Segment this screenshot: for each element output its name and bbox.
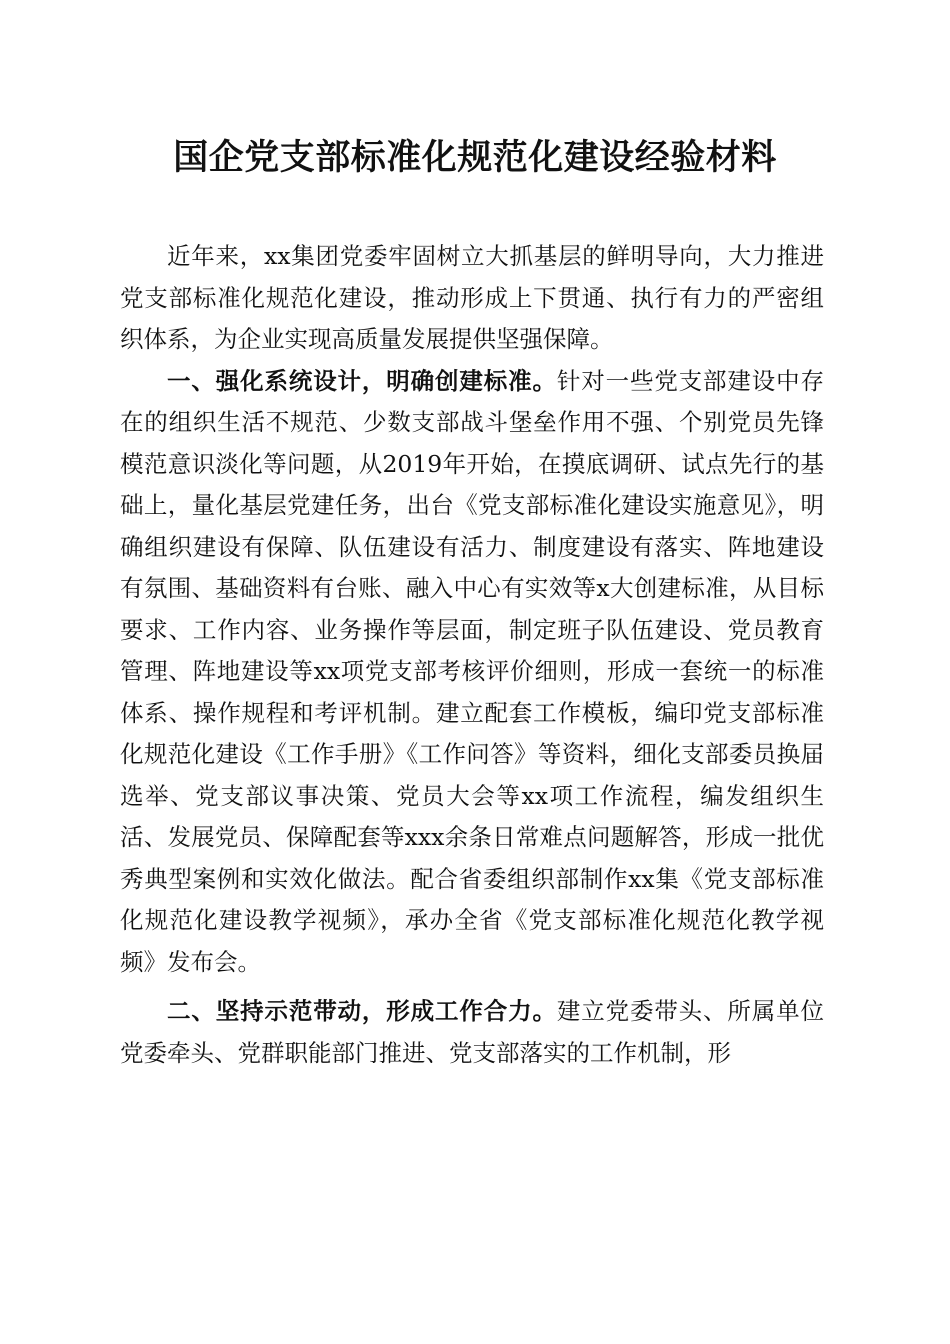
document-body — [120, 236, 824, 1074]
section-2-body: 建立党委带头、所属单位党委牵头、党群职能部门推进、党支部落实的工作机制，形 — [120, 997, 825, 1067]
section-2-paragraph — [120, 991, 824, 1074]
section-2-heading: 二、坚持示范带动，形成工作合力。 — [167, 997, 557, 1025]
document-title: 国企党支部标准化规范化建设经验材料 — [173, 137, 777, 178]
section-1-heading: 一、强化系统设计，明确创建标准。 — [167, 366, 557, 395]
intro-paragraph: 近年来，xx集团党委牢固树立大抓基层的鲜明导向，大力推进党支部标准化规范化建设，推动形成上下贯通、执行有力的严密组织体系，为企业实现高质量发展提供坚强保障。 — [120, 242, 824, 353]
section-1-paragraph — [120, 361, 824, 984]
section-1-body: 针对一些党支部建设中存在的组织生活不规范、少数支部战斗堡垒作用不强、个别党员先锋模范意识淡化等问题，从2019年开始，在摸底调研、试点先行的基础上，量化基层党建任务，出台《党支部标准化建设实施意见》，明确组织建设有保障、队伍建设有活力、制度建设有落实、阵地建设有氛围、基础资料有台账、融入中心有实效等x大创建标准，从目标要求、工作内容、业务操作等层面，制定班子队伍建设、党员教育管理、阵地建设等xx项党支部考核评价细则，形成一套统一的标准体系、操作规程和考评机制。建立配套工作模板，编印党支部标准化规范化建设《工作手册》《工作问答》等资料，细化支部委员换届选举、党支部议事决策、党员大会等xx项工作流程，编发组织生活、发展党员、保障配套等xxx余条日常难点问题解答，形成一批优秀典型案例和实效化做法。配合省委组织部制作xx集《党支部标准化规范化建设教学视频》，承办全省《党支部标准化规范化教学视频》发布会。 — [120, 366, 825, 976]
